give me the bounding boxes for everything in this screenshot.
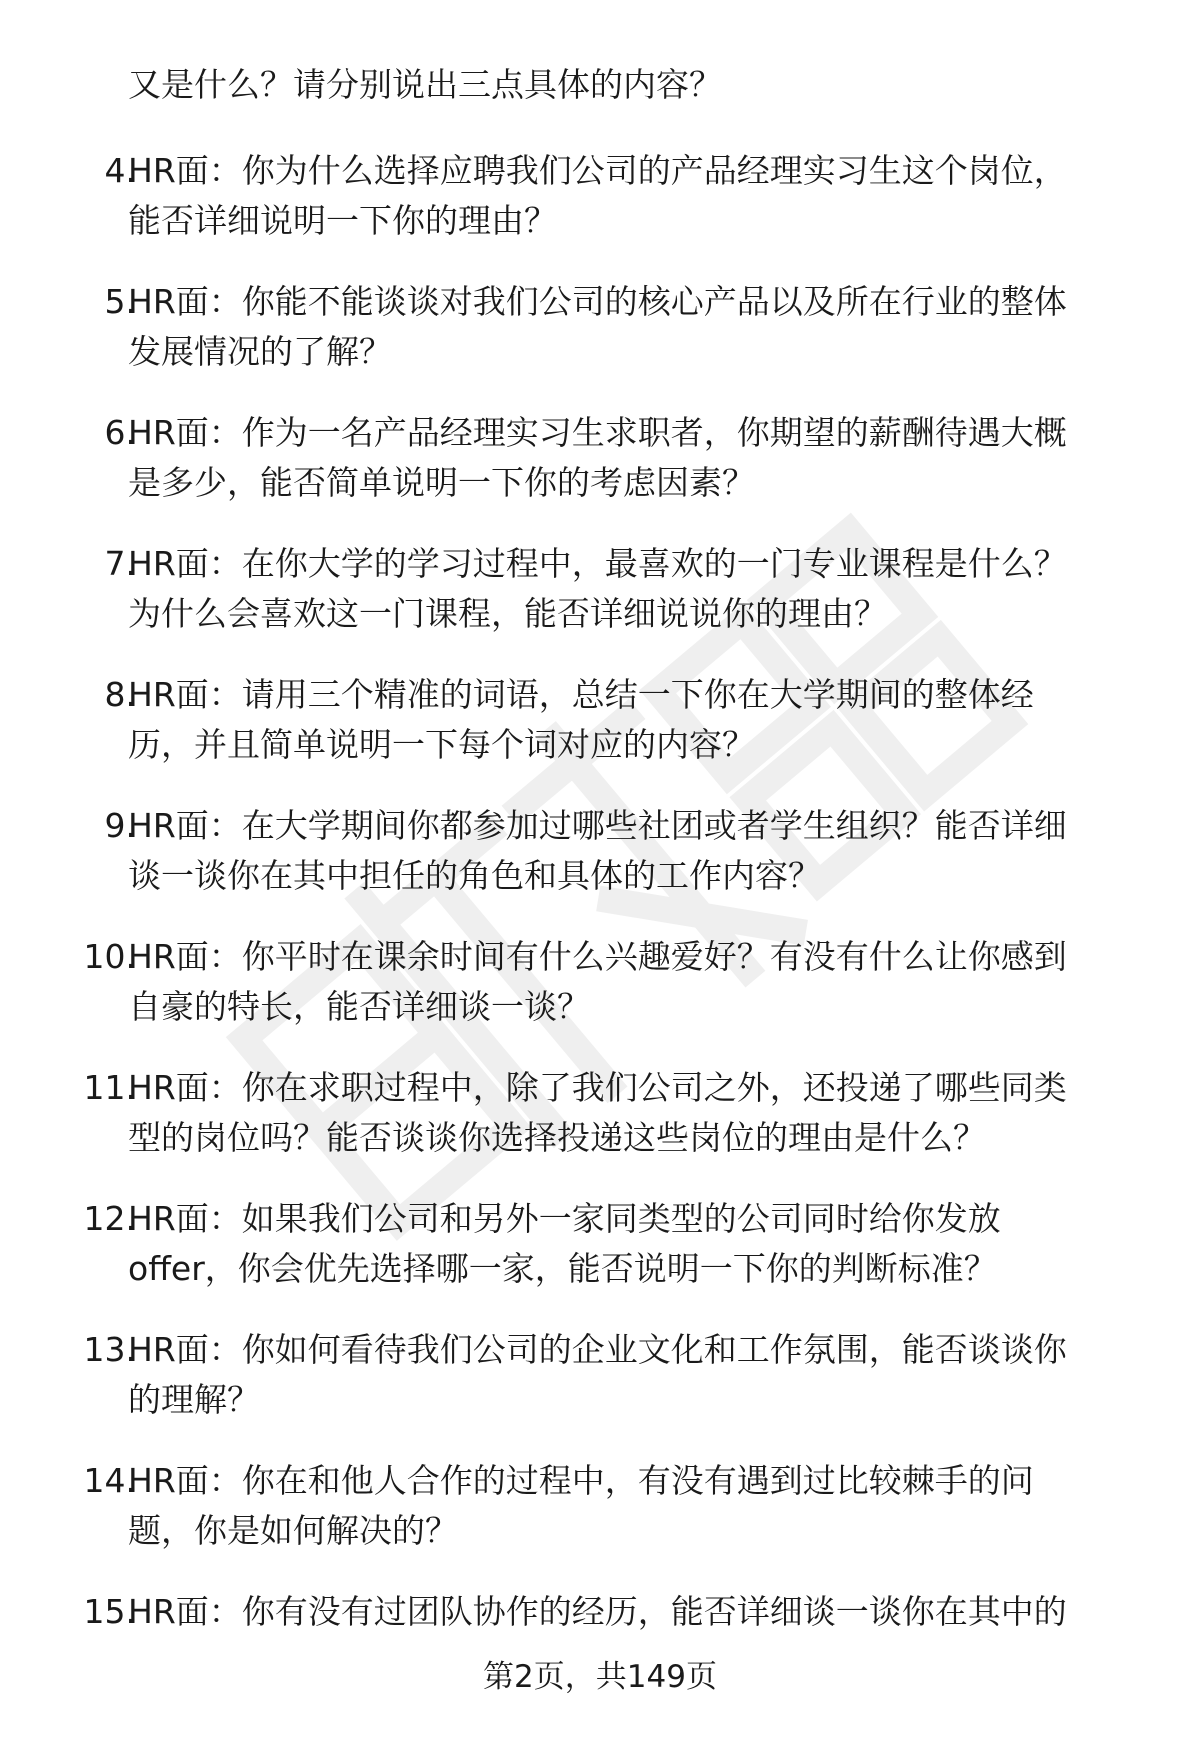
question-number: 7. — [104, 544, 136, 583]
question-item — [0, 1194, 1200, 1325]
question-item — [0, 277, 1200, 408]
question-line: 自豪的特长，能否详细谈一谈？ — [128, 987, 590, 1026]
question-line: HR面：在你大学的学习过程中，最喜欢的一门专业课程是什么？ — [128, 544, 1067, 583]
question-item — [0, 146, 1200, 277]
question-number: 12. — [83, 1199, 136, 1238]
question-number: 10. — [83, 937, 136, 976]
continued-question-text: 又是什么？请分别说出三点具体的内容？ — [128, 65, 722, 104]
question-text — [128, 146, 1158, 246]
question-item — [0, 670, 1200, 801]
question-text — [128, 932, 1158, 1032]
question-number: 9. — [104, 806, 136, 845]
question-line: HR面：你为什么选择应聘我们公司的产品经理实习生这个岗位， — [128, 151, 1067, 190]
question-item — [0, 801, 1200, 932]
question-number: 11. — [83, 1068, 136, 1107]
question-number: 8. — [104, 675, 136, 714]
page-footer: 第2页，共149页 — [483, 1659, 717, 1695]
question-item — [0, 932, 1200, 1063]
question-line: 谈一谈你在其中担任的角色和具体的工作内容？ — [128, 856, 821, 895]
question-line: HR面：作为一名产品经理实习生求职者，你期望的薪酬待遇大概 — [128, 413, 1067, 452]
question-text — [128, 539, 1158, 639]
question-line: 历，并且简单说明一下每个词对应的内容？ — [128, 725, 755, 764]
question-line: 发展情况的了解？ — [128, 332, 392, 371]
question-line: HR面：你能不能谈谈对我们公司的核心产品以及所在行业的整体 — [128, 282, 1067, 321]
question-text — [128, 408, 1158, 508]
question-line: 为什么会喜欢这一门课程，能否详细说说你的理由？ — [128, 594, 887, 633]
question-text — [128, 1194, 1158, 1294]
question-text — [128, 1063, 1158, 1163]
question-line: HR面：你平时在课余时间有什么兴趣爱好？有没有什么让你感到 — [128, 937, 1067, 976]
question-item — [0, 539, 1200, 670]
question-line: offer，你会优先选择哪一家，能否说明一下你的判断标准？ — [128, 1249, 997, 1288]
question-text — [128, 670, 1158, 770]
question-number: 4. — [104, 151, 136, 190]
question-text — [128, 801, 1158, 901]
question-item — [0, 408, 1200, 539]
question-line: 的理解？ — [128, 1380, 260, 1419]
question-number: 5. — [104, 282, 136, 321]
question-number: 6. — [104, 413, 136, 452]
question-item — [0, 1325, 1200, 1456]
question-line: HR面：请用三个精准的词语，总结一下你在大学期间的整体经 — [128, 675, 1034, 714]
question-text — [128, 1325, 1158, 1425]
question-line: HR面：你如何看待我们公司的企业文化和工作氛围，能否谈谈你 — [128, 1330, 1067, 1369]
question-number: 14. — [83, 1461, 136, 1500]
question-line: HR面：你在和他人合作的过程中，有没有遇到过比较棘手的问 — [128, 1461, 1034, 1500]
question-line: HR面：你有没有过团队协作的经历，能否详细谈一谈你在其中的 — [128, 1592, 1067, 1631]
question-line: 型的岗位吗？能否谈谈你选择投递这些岗位的理由是什么？ — [128, 1118, 986, 1157]
question-line: HR面：如果我们公司和另外一家同类型的公司同时给你发放 — [128, 1199, 1001, 1238]
question-line: 是多少，能否简单说明一下你的考虑因素？ — [128, 463, 755, 502]
question-line: HR面：在大学期间你都参加过哪些社团或者学生组织？能否详细 — [128, 806, 1067, 845]
question-number: 13. — [83, 1330, 136, 1369]
question-line: HR面：你在求职过程中，除了我们公司之外，还投递了哪些同类 — [128, 1068, 1067, 1107]
question-item — [0, 1063, 1200, 1194]
question-text — [128, 1456, 1158, 1556]
question-line: 能否详细说明一下你的理由？ — [128, 201, 557, 240]
question-list — [0, 146, 1200, 1718]
question-text — [128, 1587, 1158, 1637]
question-line: 题，你是如何解决的？ — [128, 1511, 458, 1550]
question-item — [0, 1456, 1200, 1587]
question-number: 15. — [83, 1592, 136, 1631]
question-text — [128, 277, 1158, 377]
